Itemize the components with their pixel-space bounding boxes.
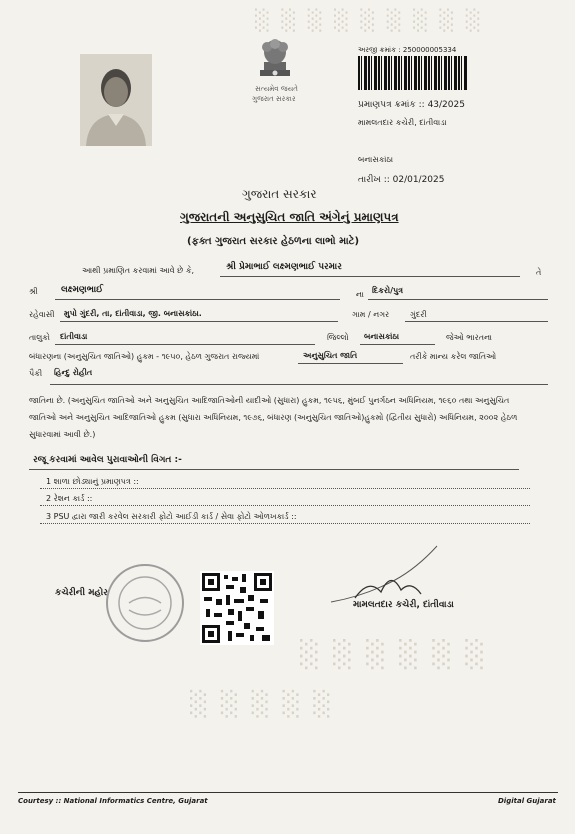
issuing-office: મામલતદાર કચેરી, દાંતીવાડા — [358, 118, 447, 127]
signatory: મામલતદાર કચેરી, દાંતીવાડા — [353, 600, 454, 610]
father-underline — [55, 299, 340, 300]
application-number-label: અરજી ક્રમાંક : 250000005334 — [358, 46, 457, 54]
taluka-label: તાલુકો — [29, 333, 50, 342]
watermark-bottom-2: ░ ░ ░ ░ ░ — [190, 690, 334, 718]
address-underline — [60, 321, 338, 322]
district-label: જિલ્લો — [327, 333, 349, 342]
government-name: ગુજરાત સરકાર — [242, 187, 317, 201]
evidence-heading: રજૂ કરવામાં આવેલ પુરાવાઓની વિગત :- — [33, 455, 182, 465]
footer-brand: Digital Gujarat — [498, 797, 556, 805]
barcode — [358, 56, 468, 90]
certify-prefix: આથી પ્રમાણિત કરવામાં આવે છે કે, — [82, 266, 195, 275]
office-seal-label: કચેરીની મહોર — [55, 588, 108, 598]
evidence-heading-underline — [29, 469, 519, 470]
footer-rule — [18, 792, 558, 793]
district: બનાસકાંઠા — [364, 332, 400, 341]
verification-qr-code — [200, 571, 274, 645]
caste-underline — [50, 384, 548, 385]
issue-date-value: :: 02/01/2025 — [383, 175, 445, 185]
taluka-underline — [55, 344, 315, 345]
watermark-top: ░ ░ ░ ░ ░ ░ ░ ░ ░ — [255, 8, 484, 32]
footer-courtesy: Courtesy :: National Informatics Centre, Gujarat — [18, 797, 208, 805]
taluka: દાંતીવાડા — [60, 332, 88, 341]
father-name: લક્ષ્મણભાઈ — [61, 285, 104, 295]
village-label: ગામ / નગર — [352, 310, 390, 319]
office-seal-stamp-icon — [104, 562, 186, 644]
name-underline — [220, 276, 520, 277]
issuing-district: બનાસકાંઠા — [358, 155, 394, 164]
evidence-rule-1 — [40, 488, 530, 489]
caste-category: અનુસુચિત જાતિ — [303, 351, 358, 360]
evidence-rule-3 — [40, 523, 530, 524]
caste-name: હિન્દુ રોહીત — [54, 368, 93, 377]
legal-paragraph: જાતિના છે. (અનુસુચિત જાતિઓ અને અનુસુચિત આદિજાતિઓની યાદીઓ (સુધારા) હુકમ, ૧૯૫૬, મુંબઈ પુનર્ગઠન અધિનિયમ, ૧૯૬૦ તથા અનુસુચિત જાતિઓ અને અનુસુચિત આદિજાતિઓ હુકમ (સુધારા અધિનિયમ, ૧૯૭૬, બંધારણ (અનુસુચિત જાતિઓ)હુકમો (દ્વિતીય સુધારો) અધિનિયમ, ૨૦૦૨ હેઠળ સુધારવામાં આવી છે.) — [29, 396, 518, 439]
relation: દિકરો/પુત્ર — [372, 286, 404, 295]
certificate-subheading: (ફક્ત ગુજરાત સરકાર હેઠળના લાભો માટે) — [187, 236, 360, 247]
applicant-photo — [80, 54, 152, 146]
district-underline — [360, 344, 435, 345]
emblem-caption-line2: ગુજરાત સરકાર — [252, 95, 296, 103]
state-emblem-icon — [252, 34, 298, 84]
recognized-text: તરીકે માન્ય કરેલ જાતિઓ — [410, 352, 497, 361]
caste-prefix: પૈકી — [29, 369, 43, 378]
order-text: બંધારણના (અનુસુચિત જાતિઓ) હુકમ - ૧૯૫૦, હેઠળ ગુજરાત રાજ્યમાં — [29, 352, 260, 361]
watermark-bottom: ░ ░ ░ ░ ░ ░ — [300, 640, 488, 670]
evidence-item-3: 3 PSU દ્વારા જારી કરવેલ સરકારી ફોટો આઈડી કાર્ડ / સેવા ફોટો ઓળખકાર્ડ :: — [46, 512, 297, 521]
evidence-item-2: 2 રેશન કાર્ડ :: — [46, 494, 93, 503]
certificate-number-label: પ્રમાણપત્ર ક્રમાંક — [358, 100, 416, 110]
village-underline — [405, 321, 548, 322]
issue-date — [358, 175, 445, 185]
evidence-rule-2 — [40, 505, 530, 506]
father-prefix: શ્રી — [29, 287, 38, 296]
suffix-te: તે — [536, 268, 542, 277]
certificate-number-value: :: 43/2025 — [418, 100, 465, 110]
address: મુપો ગુંદરી, તા, દાંતીવાડા, જી. બનાસકાંઠા. — [64, 309, 202, 318]
issue-date-label: તારીખ — [358, 175, 381, 185]
relation-underline — [368, 299, 548, 300]
je-bharat: જેઓ ભારતના — [446, 333, 493, 342]
person-name: શ્રી પ્રેમાભાઈ લક્ષ્મણભાઈ પરમાર — [226, 262, 342, 272]
emblem-caption-line1: સત્યમેવ જયતે — [255, 85, 298, 93]
na-label: ના — [356, 290, 364, 299]
evidence-item-1: 1 શાળા છોડ્યાનું પ્રમાણપત્ર :: — [46, 477, 139, 486]
category-underline — [298, 363, 403, 364]
village: ગુંદરી — [410, 310, 427, 319]
certificate-heading: ગુજરાતની અનુસુચિત જાતિ અંગેનું પ્રમાણપત્ર — [180, 210, 399, 224]
resident-label: રહેવાસી — [29, 310, 55, 319]
certificate-number — [358, 100, 465, 110]
